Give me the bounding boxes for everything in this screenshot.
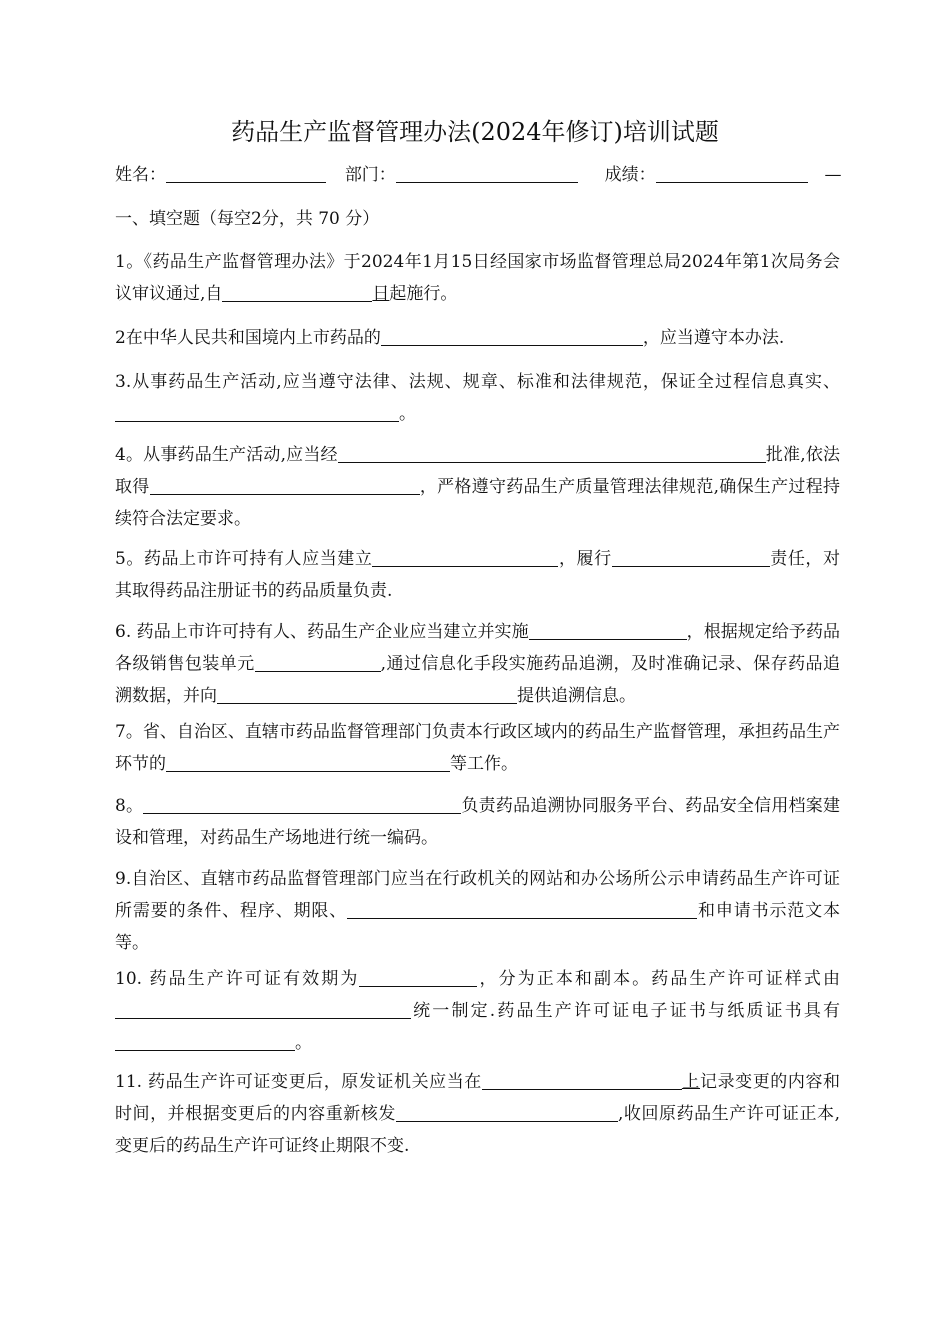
q5-blank-2[interactable] bbox=[612, 546, 770, 567]
q2-text-b: ，应当遵守本办法. bbox=[642, 328, 785, 348]
question-6 bbox=[115, 616, 840, 712]
q4-text-c: ，严格遵守药品生产质量管理法律规范,确保生产过程持续符合法定要求。 bbox=[115, 477, 840, 529]
q1-blank-1[interactable] bbox=[222, 281, 372, 302]
q6-text-b: ，根据规定给予药品各级销售包装单元 bbox=[115, 622, 840, 674]
q8-text-b: 负责药品追溯协同服务平台、药品安全信用档案建设和管理，对药品生产场地进行统一编码。 bbox=[115, 796, 840, 848]
q7-blank-1[interactable] bbox=[166, 751, 450, 772]
q2-text-a: 2在中华人民共和国境内上市药品的 bbox=[115, 328, 381, 348]
question-4 bbox=[115, 439, 840, 535]
q1-text-a: 1。《药品生产监督管理办法》于2024年1月15日经国家市场监督管理总局2024年第1次局务会议审议通过,自 bbox=[115, 252, 840, 304]
q5-text-b: ，履行 bbox=[558, 549, 612, 569]
q9-text-a: 9.自治区、直辖市药品监督管理部门应当在行政机关的网站和办公场所公示申请药品生产许可证所需要的条件、程序、期限、 bbox=[115, 869, 840, 921]
q4-text-a: 4。从事药品生产活动,应当经 bbox=[115, 445, 338, 465]
question-10 bbox=[115, 963, 840, 1059]
q6-blank-3[interactable] bbox=[217, 683, 517, 704]
question-7 bbox=[115, 716, 840, 780]
q1-text-b: 起施行。 bbox=[389, 284, 458, 304]
q2-blank-1[interactable] bbox=[381, 325, 643, 346]
q6-text-a: 6. 药品上市许可持有人、药品生产企业应当建立并实施 bbox=[115, 622, 529, 642]
question-3 bbox=[115, 366, 840, 430]
question-2 bbox=[115, 322, 840, 354]
exam-title: 药品生产监督管理办法(2024年修订)培训试题 bbox=[231, 118, 719, 146]
q7-text-a: 7。省、自治区、直辖市药品监督管理部门负责本行政区域内的药品生产监督管理，承担药品生产环节的 bbox=[115, 722, 840, 774]
dept-label: 部门： bbox=[344, 165, 396, 185]
q9-blank-1[interactable] bbox=[347, 898, 697, 919]
q4-blank-1[interactable] bbox=[338, 442, 766, 463]
q6-text-c: ,通过信息化手段实施药品追溯，及时准确记录、保存药品追溯数据，并向 bbox=[115, 654, 840, 706]
question-11 bbox=[115, 1066, 840, 1162]
q5-text-a: 5。药品上市许可持有人应当建立 bbox=[115, 549, 373, 569]
q5-text-c: 责任，对其取得药品注册证书的药品质量负责. bbox=[115, 549, 840, 601]
q10-blank-3[interactable] bbox=[115, 1030, 295, 1051]
score-label: 成绩： bbox=[604, 165, 656, 185]
q9-text-b: 和申请书示范文本等。 bbox=[115, 901, 841, 953]
q10-blank-1[interactable] bbox=[359, 966, 477, 987]
dept-field[interactable] bbox=[396, 162, 578, 183]
q11-text-b: 记录变更的内容和时间，并根据变更后的内容重新核发 bbox=[115, 1072, 841, 1124]
header-info-row bbox=[115, 160, 845, 190]
q3-text-a: 3.从事药品生产活动,应当遵守法律、法规、规章、标准和法律规范，保证全过程信息真实、 bbox=[115, 372, 840, 392]
question-8 bbox=[115, 790, 840, 854]
q10-blank-2[interactable] bbox=[115, 998, 411, 1019]
q1-underlined-char: 日 bbox=[372, 284, 390, 304]
score-field[interactable] bbox=[656, 162, 808, 183]
q11-text-c: ,收回原药品生产许可证正本,变更后的药品生产许可证终止期限不变. bbox=[115, 1104, 841, 1156]
q11-text-a: 11. 药品生产许可证变更后，原发证机关应当在 bbox=[115, 1072, 482, 1092]
q10-text-c: 统一制定.药品生产许可证电子证书与纸质证书具有 bbox=[411, 1001, 840, 1021]
q8-blank-1[interactable] bbox=[143, 793, 461, 814]
q11-blank-2[interactable] bbox=[396, 1101, 618, 1122]
q8-text-a: 8。 bbox=[115, 796, 144, 816]
q5-blank-1[interactable] bbox=[372, 546, 558, 567]
q6-text-d: 提供追溯信息。 bbox=[517, 686, 636, 706]
q4-text-b: 批准,依法取得 bbox=[115, 445, 840, 497]
question-5 bbox=[115, 543, 840, 607]
trailing-dash: — bbox=[824, 165, 842, 185]
q10-text-a: 10. 药品生产许可证有效期为 bbox=[115, 969, 360, 989]
question-9 bbox=[115, 863, 840, 959]
q7-text-b: 等工作。 bbox=[450, 754, 518, 774]
q11-underlined-char: 上 bbox=[681, 1072, 701, 1092]
q6-blank-2[interactable] bbox=[255, 651, 381, 672]
section-heading-fill-blank: 一、填空题（每空2分，共 70 分） bbox=[115, 209, 380, 229]
q10-text-d: 。 bbox=[295, 1033, 312, 1053]
q6-blank-1[interactable] bbox=[529, 619, 687, 640]
q11-blank-1[interactable] bbox=[482, 1069, 682, 1090]
name-label: 姓名： bbox=[115, 165, 166, 185]
q3-text-b: 。 bbox=[399, 404, 416, 424]
q3-blank-1[interactable] bbox=[115, 401, 399, 422]
q10-text-b: ，分为正本和副本。药品生产许可证样式由 bbox=[477, 969, 840, 989]
question-1 bbox=[115, 246, 840, 310]
q4-blank-2[interactable] bbox=[150, 474, 420, 495]
name-field[interactable] bbox=[166, 162, 326, 183]
